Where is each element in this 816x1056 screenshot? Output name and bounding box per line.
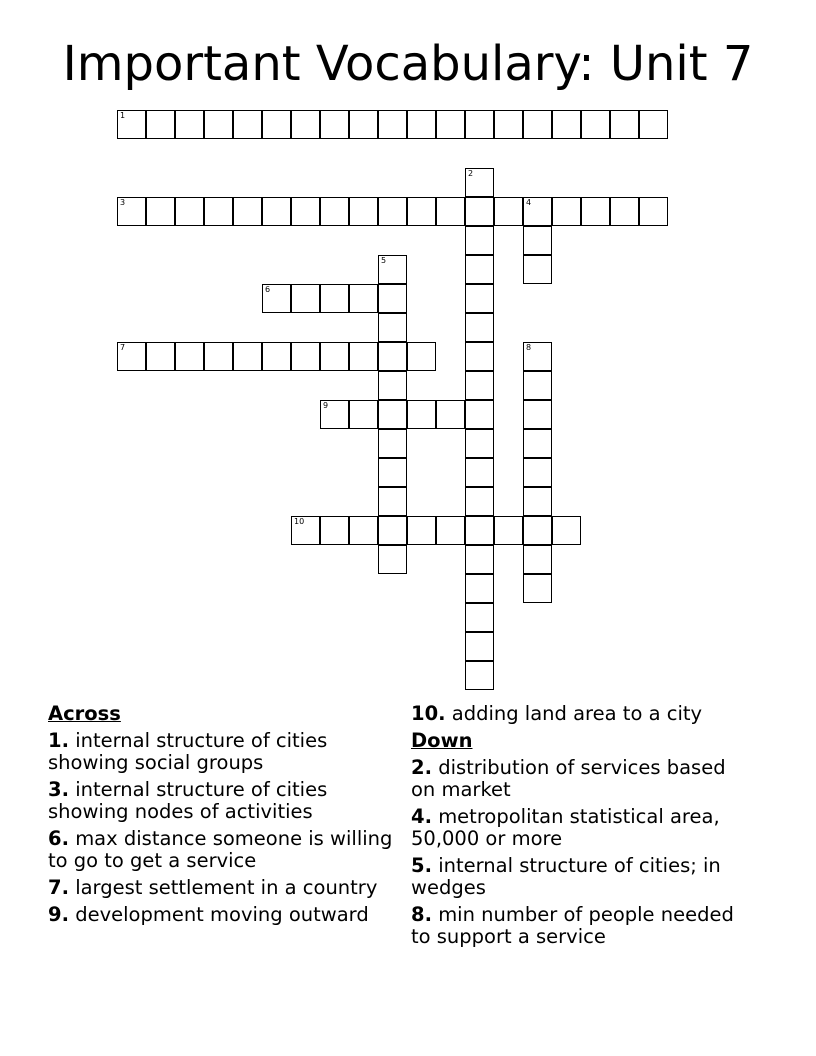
grid-cell[interactable] xyxy=(523,371,552,400)
grid-cell[interactable] xyxy=(320,284,349,313)
grid-cell[interactable] xyxy=(407,516,436,545)
grid-cell[interactable] xyxy=(465,342,494,371)
grid-cell[interactable] xyxy=(436,197,465,226)
clue-down-8 xyxy=(411,904,756,948)
grid-cell[interactable] xyxy=(494,516,523,545)
grid-cell[interactable] xyxy=(262,342,291,371)
grid-cell[interactable] xyxy=(204,197,233,226)
grid-cell[interactable] xyxy=(291,516,320,545)
clues-column-right xyxy=(411,703,756,953)
grid-cell[interactable] xyxy=(494,110,523,139)
grid-cell[interactable] xyxy=(378,197,407,226)
cell-number: 9 xyxy=(323,401,329,410)
grid-cell[interactable] xyxy=(523,574,552,603)
clue-across-9 xyxy=(48,904,393,926)
grid-cell[interactable] xyxy=(233,342,262,371)
clue-text: development moving outward xyxy=(75,903,369,926)
clue-number: 5. xyxy=(411,854,432,877)
grid-cell[interactable] xyxy=(233,110,262,139)
grid-cell[interactable] xyxy=(523,458,552,487)
grid-cell[interactable] xyxy=(407,400,436,429)
clue-across-6 xyxy=(48,828,393,872)
clue-number: 10. xyxy=(411,702,446,725)
cell-number: 10 xyxy=(294,517,305,526)
grid-cell[interactable] xyxy=(146,197,175,226)
grid-cell[interactable] xyxy=(407,197,436,226)
grid-cell[interactable] xyxy=(465,284,494,313)
grid-cell[interactable] xyxy=(465,545,494,574)
grid-cell[interactable] xyxy=(436,400,465,429)
cell-number: 6 xyxy=(265,285,271,294)
grid-cell[interactable] xyxy=(552,110,581,139)
grid-cell[interactable] xyxy=(465,313,494,342)
grid-cell[interactable] xyxy=(262,110,291,139)
grid-cell[interactable] xyxy=(465,226,494,255)
grid-cell[interactable] xyxy=(523,255,552,284)
cell-number: 2 xyxy=(468,169,474,178)
clue-text: min number of people needed to support a service xyxy=(411,903,734,948)
grid-cell[interactable] xyxy=(378,371,407,400)
grid-cell[interactable] xyxy=(465,110,494,139)
grid-cell[interactable] xyxy=(378,458,407,487)
clue-number: 8. xyxy=(411,903,432,926)
clue-number: 2. xyxy=(411,756,432,779)
clue-across-1 xyxy=(48,730,393,774)
clue-number: 1. xyxy=(48,729,69,752)
grid-cell[interactable] xyxy=(494,197,523,226)
grid-cell[interactable] xyxy=(378,313,407,342)
grid-cell[interactable] xyxy=(523,226,552,255)
grid-cell[interactable] xyxy=(523,400,552,429)
grid-cell[interactable] xyxy=(204,110,233,139)
grid-cell[interactable] xyxy=(320,197,349,226)
grid-cell[interactable] xyxy=(465,458,494,487)
across-heading: Across xyxy=(48,702,121,725)
grid-cell[interactable] xyxy=(349,197,378,226)
grid-cell[interactable] xyxy=(117,197,146,226)
grid-cell[interactable] xyxy=(465,516,494,545)
grid-cell[interactable] xyxy=(523,487,552,516)
grid-cell[interactable] xyxy=(523,197,552,226)
grid-cell[interactable] xyxy=(378,545,407,574)
grid-cell[interactable] xyxy=(581,110,610,139)
grid-cell[interactable] xyxy=(465,168,494,197)
grid-cell[interactable] xyxy=(639,197,668,226)
grid-cell[interactable] xyxy=(378,342,407,371)
grid-cell[interactable] xyxy=(465,661,494,690)
grid-cell[interactable] xyxy=(204,342,233,371)
clue-down-4 xyxy=(411,806,756,850)
grid-cell[interactable] xyxy=(175,197,204,226)
grid-cell[interactable] xyxy=(523,516,552,545)
grid-cell[interactable] xyxy=(291,110,320,139)
grid-cell[interactable] xyxy=(378,110,407,139)
grid-cell[interactable] xyxy=(291,197,320,226)
clue-across-3 xyxy=(48,779,393,823)
grid-cell[interactable] xyxy=(117,110,146,139)
grid-cell[interactable] xyxy=(146,342,175,371)
grid-cell[interactable] xyxy=(349,516,378,545)
grid-cell[interactable] xyxy=(291,284,320,313)
grid-cell[interactable] xyxy=(465,400,494,429)
cell-number: 5 xyxy=(381,256,387,265)
clue-number: 6. xyxy=(48,827,69,850)
grid-cell[interactable] xyxy=(320,400,349,429)
clue-number: 4. xyxy=(411,805,432,828)
clue-text: distribution of services based on market xyxy=(411,756,726,801)
grid-cell[interactable] xyxy=(523,429,552,458)
grid-cell[interactable] xyxy=(639,110,668,139)
grid-cell[interactable] xyxy=(291,342,320,371)
grid-cell[interactable] xyxy=(378,487,407,516)
clue-down-5 xyxy=(411,855,756,899)
clue-number: 3. xyxy=(48,778,69,801)
grid-cell[interactable] xyxy=(349,342,378,371)
grid-cell[interactable] xyxy=(610,110,639,139)
grid-cell[interactable] xyxy=(465,429,494,458)
grid-cell[interactable] xyxy=(552,197,581,226)
clue-text: adding land area to a city xyxy=(451,702,703,725)
clue-number: 7. xyxy=(48,876,69,899)
grid-cell[interactable] xyxy=(436,516,465,545)
grid-cell[interactable] xyxy=(146,110,175,139)
grid-cell[interactable] xyxy=(523,342,552,371)
cell-number: 1 xyxy=(120,111,126,120)
grid-cell[interactable] xyxy=(117,342,146,371)
grid-cell[interactable] xyxy=(610,197,639,226)
grid-cell[interactable] xyxy=(175,110,204,139)
cell-number: 7 xyxy=(120,343,126,352)
grid-cell[interactable] xyxy=(465,603,494,632)
grid-cell[interactable] xyxy=(407,110,436,139)
clue-across-7 xyxy=(48,877,393,899)
clue-across-10 xyxy=(411,703,756,725)
page-title: Important Vocabulary: Unit 7 xyxy=(62,36,754,92)
grid-cell[interactable] xyxy=(378,516,407,545)
grid-cell[interactable] xyxy=(320,516,349,545)
grid-cell[interactable] xyxy=(349,110,378,139)
clue-text: internal structure of cities; in wedges xyxy=(411,854,721,899)
grid-cell[interactable] xyxy=(262,197,291,226)
cell-number: 4 xyxy=(526,198,532,207)
down-heading: Down xyxy=(411,729,473,752)
clue-down-2 xyxy=(411,757,756,801)
grid-cell[interactable] xyxy=(378,429,407,458)
clue-text: max distance someone is willing to go to get a service xyxy=(48,827,393,872)
clue-text: internal structure of cities showing social groups xyxy=(48,729,328,774)
clue-text: largest settlement in a country xyxy=(75,876,378,899)
grid-cell[interactable] xyxy=(465,632,494,661)
grid-cell[interactable] xyxy=(436,110,465,139)
grid-cell[interactable] xyxy=(233,197,262,226)
grid-cell[interactable] xyxy=(378,284,407,313)
clue-number: 9. xyxy=(48,903,69,926)
grid-cell[interactable] xyxy=(523,545,552,574)
grid-cell[interactable] xyxy=(465,487,494,516)
grid-cell[interactable] xyxy=(175,342,204,371)
grid-cell[interactable] xyxy=(349,284,378,313)
grid-cell[interactable] xyxy=(262,284,291,313)
grid-cell[interactable] xyxy=(465,197,494,226)
cell-number: 3 xyxy=(120,198,126,207)
grid-cell[interactable] xyxy=(465,574,494,603)
grid-cell[interactable] xyxy=(320,342,349,371)
grid-cell[interactable] xyxy=(465,255,494,284)
clue-text: internal structure of cities showing nodes of activities xyxy=(48,778,328,823)
cell-number: 8 xyxy=(526,343,532,352)
grid-cell[interactable] xyxy=(523,110,552,139)
grid-cell[interactable] xyxy=(581,197,610,226)
grid-cell[interactable] xyxy=(378,400,407,429)
grid-cell[interactable] xyxy=(320,110,349,139)
grid-cell[interactable] xyxy=(552,516,581,545)
clue-text: metropolitan statistical area, 50,000 or more xyxy=(411,805,720,850)
grid-cell[interactable] xyxy=(465,371,494,400)
grid-cell[interactable] xyxy=(378,255,407,284)
grid-cell[interactable] xyxy=(407,342,436,371)
clues-column-left xyxy=(48,703,393,931)
grid-cell[interactable] xyxy=(349,400,378,429)
